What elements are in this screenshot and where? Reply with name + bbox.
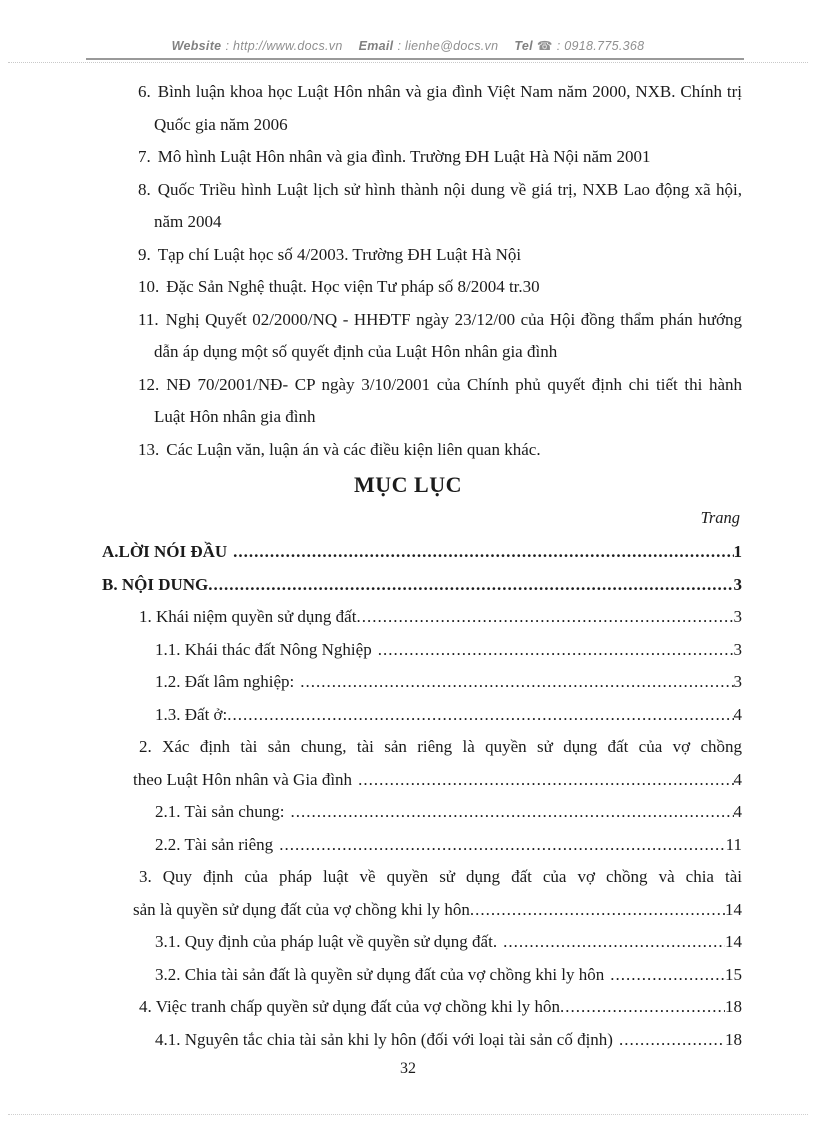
toc-entry-label: sản là quyền sử dụng đất của vợ chồng khi ly hôn (133, 899, 470, 919)
toc-page-number: 18 (725, 997, 742, 1016)
email-label: Email (358, 39, 394, 53)
reference-number: 6. (138, 82, 151, 101)
toc-entry-label: 2.1. Tài sản chung: (155, 802, 285, 821)
reference-text: Các Luận văn, luận án và các điều kiện liên quan khác. (166, 439, 541, 459)
toc-entry-label: 1. Khái niệm quyền sử dụng đất (139, 607, 357, 626)
toc-page-number: 4 (733, 704, 742, 724)
toc-entry-2-line2 (102, 764, 742, 797)
reference-number: 11. (138, 309, 159, 329)
dot-leader (560, 991, 725, 1024)
toc-entry-label: 1.3. Đất ở: (155, 704, 228, 724)
toc-entry-3-1 (102, 926, 742, 959)
tel-value: : 0918.775.368 (556, 39, 645, 53)
reference-number: 9. (138, 244, 151, 264)
reference-item-11 (102, 304, 742, 369)
toc-entry-4-1 (102, 1024, 742, 1057)
toc-page-number: 11 (725, 834, 742, 854)
toc-page-number: 4 (733, 769, 742, 789)
reference-item-12 (102, 369, 742, 434)
toc-page-number: 18 (725, 1029, 742, 1049)
toc-entry-label: 1.1. Khái thác đất Nông Nghiệp (155, 639, 372, 659)
toc-entry-label: 2.2. Tài sản riêng (155, 834, 274, 854)
reference-item-8 (102, 174, 742, 239)
toc-entry-1-1 (102, 634, 742, 667)
table-of-contents (102, 536, 742, 1056)
toc-entry-noi-dung (102, 569, 742, 602)
reference-text: Mô hình Luật Hôn nhân và gia đình. Trường ĐH Luật Hà Nội năm 2001 (157, 147, 651, 166)
reference-text: Đặc Sản Nghệ thuật. Học viện Tư pháp số 8/2004 tr.30 (166, 277, 540, 296)
dot-leader (619, 1024, 725, 1057)
page-header (0, 0, 816, 53)
toc-entry-label: B. NỘI DUNG (102, 574, 209, 594)
toc-page-number: 4 (733, 802, 742, 821)
tel-label: Tel (514, 39, 533, 53)
dot-leader (233, 536, 733, 569)
dot-leader (227, 699, 733, 732)
toc-page-number: 3 (733, 639, 742, 659)
toc-entry-label: 1.2. Đất lâm nghiệp: (155, 672, 295, 691)
dot-leader (291, 796, 734, 829)
dot-leader (378, 634, 734, 667)
phone-icon: ☎ (536, 39, 553, 53)
toc-entry-3-2 (102, 959, 742, 992)
toc-entry-label: theo Luật Hôn nhân và Gia đình (133, 769, 353, 789)
reference-list (102, 76, 742, 466)
footer-page-number: 32 (400, 1060, 416, 1077)
header-dotted-rule (8, 62, 808, 63)
reference-number: 10. (138, 277, 160, 296)
toc-page-number: 3 (733, 607, 742, 626)
footer-dotted-rule (8, 1114, 808, 1115)
reference-text: Nghị Quyết 02/2000/NQ - HHĐTF ngày 23/12/00 của Hội đồng thẩm phán hướng dẫn áp dụng một số quyết định của Luật Hôn nhân gia đình (154, 309, 742, 361)
dot-leader (503, 926, 725, 959)
reference-text: Tạp chí Luật học số 4/2003. Trường ĐH Luật Hà Nội (157, 244, 522, 264)
dot-leader (279, 829, 725, 862)
toc-page-number: 14 (725, 932, 742, 951)
toc-entry-label: 3.1. Quy định của pháp luật về quyền sử dụng đất. (155, 932, 498, 951)
reference-number: 8. (138, 179, 151, 199)
dot-leader (208, 569, 733, 602)
reference-item-6 (102, 76, 742, 141)
website-value: : http://www.docs.vn (225, 39, 343, 53)
toc-entry-label: 4.1. Nguyên tắc chia tài sản khi ly hôn (đối với loại tài sản cố định) (155, 1029, 613, 1049)
dot-leader (300, 666, 733, 699)
header-rule (86, 58, 744, 60)
toc-entry-label: A.LỜI NÓI ĐẦU (102, 542, 228, 561)
reference-item-7 (102, 141, 742, 174)
toc-entry-2-2 (102, 829, 742, 862)
website-label: Website (171, 39, 222, 53)
toc-entry-4 (102, 991, 742, 1024)
toc-entry-2-line1: 2. Xác định tài sản chung, tài sản riêng là quyền sử dụng đất của vợ chồng (139, 737, 742, 756)
reference-item-13 (102, 434, 742, 467)
toc-entry-1-2 (102, 666, 742, 699)
toc-page-number: 14 (725, 899, 742, 919)
reference-item-9 (102, 239, 742, 272)
toc-page-number: 1 (733, 542, 742, 561)
dot-leader (470, 894, 725, 927)
toc-entry-label: 4. Việc tranh chấp quyền sử dụng đất của vợ chồng khi ly hôn (139, 997, 560, 1016)
toc-title: MỤC LỤC (354, 472, 462, 497)
toc-page-number: 15 (725, 964, 742, 984)
reference-text: Quốc Triều hình Luật lịch sử hình thành nội dung về giá trị, NXB Lao động xã hội, năm 2004 (154, 179, 742, 231)
toc-entry-3-line2 (102, 894, 742, 927)
toc-entry-loi-noi-dau (102, 536, 742, 569)
email-value: : lienhe@docs.vn (397, 39, 499, 53)
toc-entry-1 (102, 601, 742, 634)
reference-text: Bình luận khoa học Luật Hôn nhân và gia đình Việt Nam năm 2000, NXB. Chính trị Quốc gia năm 2006 (154, 82, 742, 134)
toc-entry-1-3 (102, 699, 742, 732)
toc-entry-2-1 (102, 796, 742, 829)
dot-leader (610, 959, 725, 992)
toc-entry-label: 3.2. Chia tài sản đất là quyền sử dụng đất của vợ chồng khi ly hôn (155, 964, 605, 984)
reference-item-10 (102, 271, 742, 304)
toc-entry-3-line1: 3. Quy định của pháp luật về quyền sử dụng đất của vợ chồng và chia tài (139, 867, 742, 886)
reference-number: 12. (138, 374, 160, 394)
dot-leader (358, 764, 733, 797)
toc-page-column-label: Trang (700, 508, 740, 527)
toc-page-number: 3 (733, 672, 742, 691)
dot-leader (356, 601, 733, 634)
reference-number: 13. (138, 439, 160, 459)
toc-page-number: 3 (733, 574, 742, 594)
reference-number: 7. (138, 147, 151, 166)
reference-text: NĐ 70/2001/NĐ- CP ngày 3/10/2001 của Chính phủ quyết định chi tiết thi hành Luật Hôn nhân gia đình (154, 374, 742, 426)
